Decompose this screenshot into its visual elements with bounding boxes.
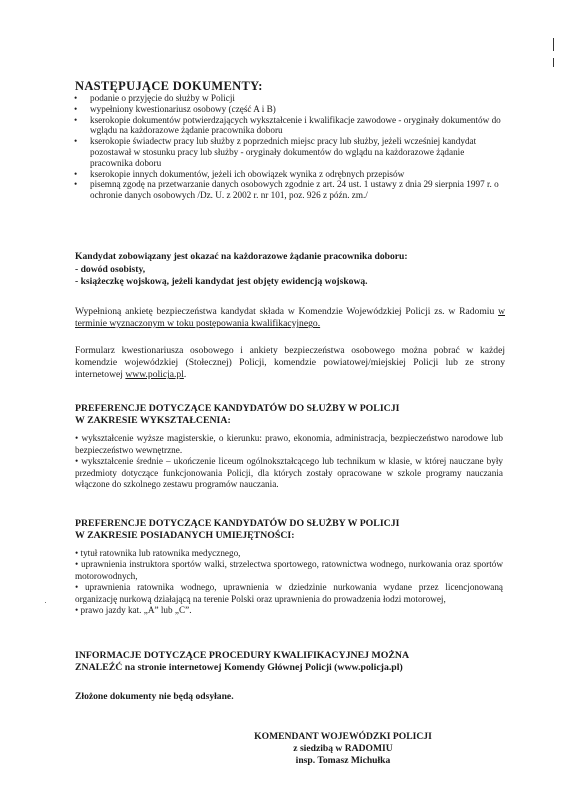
skills-title: PREFERENCJE DOTYCZĄCE KANDYDATÓW DO SŁUŻBY W POLICJI W ZAKRESIE POSIADANYCH UMIEJĘTNOŚCI:: [75, 518, 400, 541]
list-item: • podanie o przyjęcie do służby w Policji: [74, 93, 235, 103]
education-list: [75, 433, 503, 491]
documents-list: [74, 93, 504, 201]
list-item: • kserokopie innych dokumentów, jeżeli ich obowiązek wynika z odrębnych przepisów: [74, 168, 405, 179]
scan-mark: [553, 58, 554, 67]
list-item: • prawo jazdy kat. „A” lub „C”.: [75, 605, 192, 616]
signature-seat: z siedzibą w RADOMIU: [293, 742, 393, 754]
survey-deadline: w terminie wyznaczonym w toku postępowania kwalifikacyjnego.: [75, 306, 505, 330]
documents-not-returned: Złożone dokumenty nie będą odsyłane.: [75, 691, 234, 702]
survey-paragraph: [75, 306, 505, 330]
scan-mark: [553, 38, 554, 51]
education-title: PREFERENCJE DOTYCZĄCE KANDYDATÓW DO SŁUŻBY W POLICJI W ZAKRESIE WYKSZTAŁCENIA:: [75, 403, 400, 426]
signature-block: [233, 731, 453, 766]
forms-paragraph: Formularz kwestionariusza osobowego i ankiety bezpieczeństwa osobowego można pobrać w każdej komendzie wojewódzkiej (Stołecznej) Policji, komendzie powiatowej/miejskiej Policji lub ze strony internetowej www.policja.pl.: [75, 345, 505, 381]
list-item: • wykształcenie średnie – ukończenie liceum ogólnokształcącego lub technikum w klasie, w której nauczane były przedmioty dotyczące funkcjonowania Policji, dla których zostały opracowane w szkole programy nauczania włączone do szkolnego zestawu programów nauczania.: [75, 456, 503, 490]
list-item: • tytuł ratownika lub ratownika medycznego,: [75, 548, 241, 558]
list-item: • wykształcenie wyższe magisterskie, o kierunku: prawo, ekonomia, administracja, bezpieczeństwo narodowe lub bezpieczeństwo wewnętrzne.: [75, 433, 503, 455]
documents-heading: NASTĘPUJĄCE DOKUMENTY:: [75, 79, 263, 93]
list-item: • kserokopie świadectw pracy lub służby z poprzednich miejsc pracy lub służby, jeżeli wcześniej kandydat pozostawał w stosunku pracy lub służby - oryginały dokumentów do wglądu na każdorazowe żądanie pracownika doboru: [74, 136, 477, 168]
candidate-requirements: [75, 251, 505, 289]
candidate-item-military: - książeczkę wojskową, jeżeli kandydat jest objęty ewidencją wojskową.: [75, 276, 368, 287]
signature-name: insp. Tomasz Michułka: [295, 754, 391, 766]
scan-dot: [45, 602, 46, 603]
list-item: • wypełniony kwestionariusz osobowy (część A i B): [74, 103, 276, 114]
procedure-info: INFORMACJE DOTYCZĄCE PROCEDURY KWALIFIKACYJNEJ MOŻNA ZNALEŹĆ na stronie internetowej Komendy Głównej Policji (www.policja.pl): [75, 650, 410, 673]
policja-link[interactable]: www.policja.pl: [125, 369, 184, 381]
list-item: • pisemną zgodę na przetwarzanie danych osobowych zgodnie z art. 24 ust. 1 ustawy z dnia 29 sierpnia 1997 r. o ochronie danych osobowych /Dz. U. z 2002 r. nr 101, poz. 926 z późn. zm./: [74, 179, 499, 201]
list-item: • uprawnienia instruktora sportów walki, strzelectwa sportowego, ratownictwa wodnego, nurkowania oraz sportów motorowodnych,: [75, 559, 503, 581]
list-item: • kserokopie dokumentów potwierdzających wykształcenie i kwalifikacje zawodowe - oryginały dokumentów do wglądu na każdorazowe żądanie pracownika doboru: [74, 114, 501, 136]
candidate-intro: Kandydat zobowiązany jest okazać na każdorazowe żądanie pracownika doboru:: [75, 251, 408, 262]
skills-list: [75, 548, 503, 616]
list-item: • uprawnienia ratownika wodnego, uprawnienia w dziedzinie nurkowania wydane przez licencjonowaną organizację nurkową działającą na terenie Polski oraz uprawnienia do prowadzenia łodzi motorowej,: [75, 582, 503, 604]
signature-title: KOMENDANT WOJEWÓDZKI POLICJI: [254, 731, 432, 742]
forms-text: Formularz kwestionariusza osobowego i ankiety bezpieczeństwa osobowego można pobrać w każdej komendzie wojewódzkiej (Stołecznej) Policji, komendzie powiatowej/miejskiej Policji lub ze strony internetowej: [75, 345, 505, 381]
candidate-item-id: - dowód osobisty,: [75, 263, 146, 275]
survey-text: Wypełnioną ankietę bezpieczeństwa kandydat składa w Komendzie Wojewódzkiej Policji zs. w Radomiu: [75, 306, 499, 317]
